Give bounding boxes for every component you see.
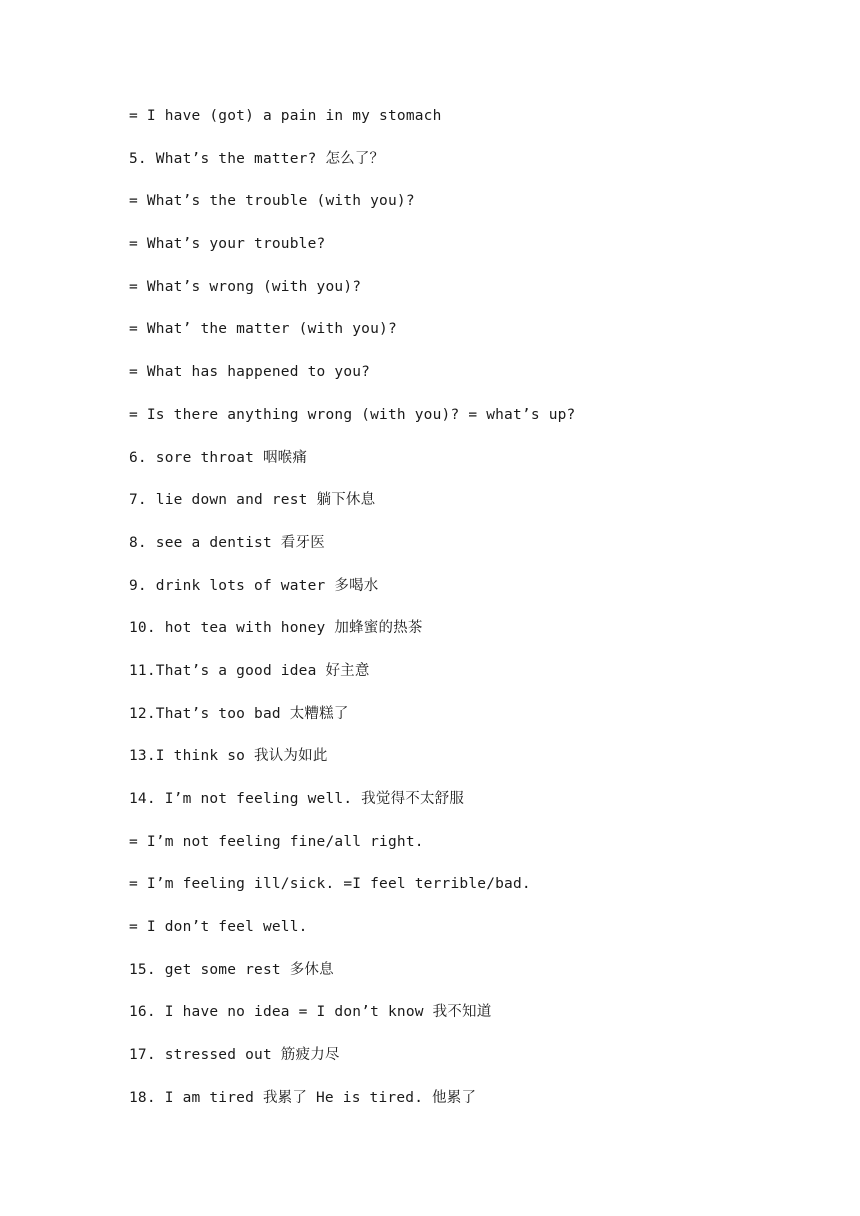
phrase-line: 15. get some rest 多休息	[129, 961, 334, 978]
phrase-line: = I’m not feeling fine/all right.	[129, 833, 424, 850]
phrase-list	[129, 103, 576, 1128]
phrase-line: 10. hot tea with honey 加蜂蜜的热茶	[129, 620, 423, 637]
phrase-line: = I have (got) a pain in my stomach	[129, 108, 442, 124]
phrase-line: 16. I have no idea = I don’t know 我不知道	[129, 1004, 492, 1021]
phrase-line: 18. I am tired 我累了 He is tired. 他累了	[129, 1089, 477, 1106]
phrase-line: = What has happened to you?	[129, 364, 371, 381]
phrase-line: = What’ the matter (with you)?	[129, 321, 397, 338]
phrase-line: 13.I think so 我认为如此	[129, 748, 328, 765]
phrase-line: 14. I’m not feeling well. 我觉得不太舒服	[129, 791, 465, 807]
phrase-line: 12.That’s too bad 太糟糕了	[129, 705, 349, 722]
phrase-line: = I don’t feel well.	[129, 919, 308, 936]
phrase-line: 8. see a dentist 看牙医	[129, 534, 325, 551]
phrase-line: = What’s your trouble?	[129, 236, 326, 253]
phrase-line: 6. sore throat 咽喉痛	[129, 449, 308, 466]
phrase-line: = I’m feeling ill/sick. =I feel terrible/bad.	[129, 876, 531, 893]
phrase-line: = What’s the trouble (with you)?	[129, 193, 415, 210]
phrase-line: = Is there anything wrong (with you)? = what’s up?	[129, 406, 576, 423]
phrase-line: 9. drink lots of water 多喝水	[129, 577, 379, 594]
phrase-line: 11.That’s a good idea 好主意	[129, 662, 370, 679]
phrase-line: = What’s wrong (with you)?	[129, 278, 362, 295]
phrase-line: 5. What’s the matter? 怎么了？	[129, 150, 385, 167]
phrase-line: 17. stressed out 筋疲力尽	[129, 1047, 340, 1064]
phrase-line: 7. lie down and rest 躺下休息	[129, 492, 376, 509]
